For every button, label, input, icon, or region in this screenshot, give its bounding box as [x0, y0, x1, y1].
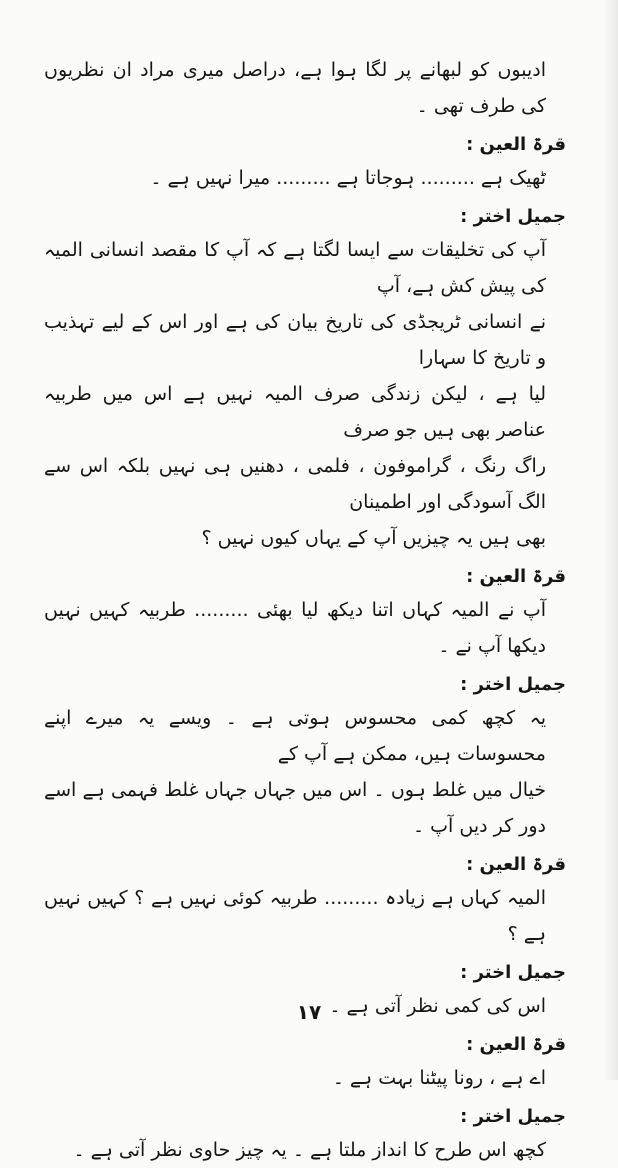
speaker-label: جمیل اختر : — [460, 962, 566, 983]
paragraph — [44, 880, 566, 952]
text-line: اس کی کمی نظر آتی ہے ۔ — [329, 995, 546, 1017]
speaker-label: جمیل اختر : — [460, 206, 566, 227]
text-line: یہ کچھ کمی محسوس ہوتی ہے ۔ ویسے یہ میرے اپنے محسوسات ہیں، ممکن ہے آپ کے — [44, 707, 546, 765]
speaker-label: قرۃ العین : — [466, 566, 566, 587]
page-edge-shadow — [604, 0, 618, 1080]
text-line: لیا ہے ، لیکن زندگی صرف المیہ نہیں ہے اس میں طربیہ عناصر بھی ہیں جو صرف — [44, 383, 546, 441]
paragraph — [44, 1060, 566, 1096]
text-line: اے ہے ، رونا پیٹنا بہت ہے ۔ — [332, 1067, 546, 1089]
text-line: آپ نے المیہ کہاں اتنا دیکھ لیا بھئی ......... طربیہ کہیں نہیں دیکھا آپ نے ۔ — [44, 599, 546, 657]
text-line: ٹھیک ہے ......... ہوجاتا ہے ......... میرا نہیں ہے ۔ — [150, 167, 546, 189]
speaker-label: قرۃ العین : — [466, 134, 566, 155]
speaker-label: قرۃ العین : — [466, 1034, 566, 1055]
text-line: المیہ کہاں ہے زیادہ ......... طربیہ کوئی نہیں ہے ؟ کہیں نہیں ہے ؟ — [44, 887, 546, 945]
text-line: ادیبوں کو لبھانے پر لگا ہوا ہے، دراصل میری مراد ان نظریوں کی طرف تھی ۔ — [44, 59, 546, 117]
speaker-label: قرۃ العین : — [466, 854, 566, 875]
speaker-label: جمیل اختر : — [460, 674, 566, 695]
paragraph — [44, 232, 566, 556]
paragraph — [44, 592, 566, 664]
text-line: آپ کی تخلیقات سے ایسا لگتا ہے کہ آپ کا مقصد انسانی المیہ کی پیش کش ہے، آپ — [44, 239, 546, 297]
paragraph — [44, 700, 566, 844]
paragraph — [44, 52, 566, 124]
speaker-label: جمیل اختر : — [460, 1106, 566, 1127]
text-line: خیال میں غلط ہوں ۔ اس میں جہاں جہاں غلط فہمی ہے اسے دور کر دیں آپ ۔ — [44, 779, 546, 837]
paragraph — [44, 1132, 566, 1168]
text-line: بھی ہیں یہ چیزیں آپ کے یہاں کیوں نہیں ؟ — [201, 527, 546, 549]
text-line: کچھ اس طرح کا انداز ملتا ہے ۔ یہ چیز حاوی نظر آتی ہے ۔ — [73, 1139, 546, 1161]
text-line: نے انسانی ٹریجڈی کی تاریخ بیان کی ہے اور اس کے لیے تہذیب و تاریخ کا سہارا — [44, 311, 546, 369]
paragraph — [44, 160, 566, 196]
text-line: راگ رنگ ، گراموفون ، فلمی ، دھنیں ہی نہیں بلکہ اس سے الگ آسودگی اور اطمینان — [44, 455, 546, 513]
page-number: ۱۷ — [296, 1000, 322, 1024]
